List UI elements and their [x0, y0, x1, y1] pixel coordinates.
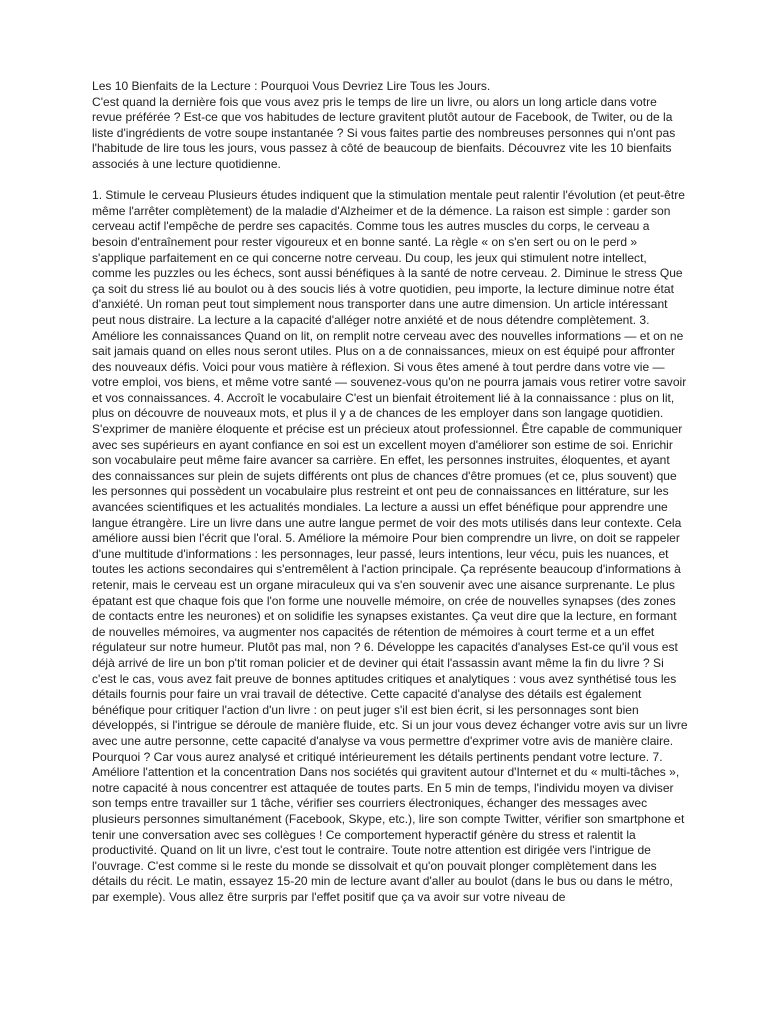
intro-paragraph: C'est quand la dernière fois que vous avez pris le temps de lire un livre, ou alors un long article dans votre revue préférée ? Est-ce que vos habitudes de lecture gravitent plutôt autour de Facebook, de Twiter, ou de la liste d'ingrédients de votre soupe instantanée ? Si vous faites partie des nombreuses personnes qui n'ont pas l'habitude de lire tous les jours, vous passez à côté de beaucoup de bienfaits. Découvrez vite les 10 bienfaits associés à une lecture quotidienne. [92, 94, 676, 171]
body-paragraph: 1. Stimule le cerveau Plusieurs études indiquent que la stimulation mentale peut ralentir l'évolution (et peut-être même l'arrêter complètement) de la maladie d'Alzheimer et de la démence. La raison est simple : garder son cerveau actif l'empêche de perdre ses capacités. Comme tous les autres muscles du corps, le cerveau a besoin d'entraînement pour rester vigoureux et en bonne santé. La règle « on s'en sert ou on le perd » s'applique parfaitement en ce qui concerne notre cerveau. Du coup, les jeux qui stimulent notre intellect, comme les puzzles ou les échecs, sont aussi bénéfiques à la santé de notre cerveau. 2. Diminue le stress Que ça soit du stress lié au boulot ou à des soucis liés à votre quotidien, peu importe, la lecture diminue notre état d'anxiété. Un roman peut tout simplement nous transporter dans une autre dimension. Un article intéressant peut nous distraire. La lecture a la capacité d'alléger notre anxiété et de nous détendre complètement. 3. Améliore les connaissances Quand on lit, on remplit notre cerveau avec des nouvelles informations — et on ne sait jamais quand on elles nous seront utiles. Plus on a de connaissances, mieux on est équipé pour affronter des nouveaux défis. Voici pour vous matière à réflexion. Si vous êtes amené à tout perdre dans votre vie — votre emploi, vos biens, et même votre santé — souvenez-vous qu'on ne pourra jamais vous retirer votre savoir et vos connaissances. 4. Accroît le vocabulaire C'est un bienfait étroitement lié à la connaissance : plus on lit, plus on découvre de nouveaux mots, et plus il y a de chances de les employer dans son langage quotidien. S'exprimer de manière éloquente et précise est un précieux atout professionnel. Être capable de communiquer avec ses supérieurs en ayant confiance en soi est un excellent moyen d'améliorer son estime de soi. Enrichir son vocabulaire peut même faire avancer sa carrière. En effet, les personnes instruites, éloquentes, et ayant des connaissances sur plein de sujets différents ont plus de chances d'être promues (et ce, plus souvent) que les personnes qui possèdent un vocabulaire plus restreint et ont peu de connaissances en littérature, sur les avancées scientifiques et les actualités mondiales. La lecture a aussi un effet bénéfique pour apprendre une langue étrangère. Lire un livre dans une autre langue permet de voir des mots utilisés dans leur contexte. Cela améliore aussi bien l'écrit que l'oral. 5. Améliore la mémoire Pour bien comprendre un livre, on doit se rappeler d'une multitude d'informations : les personnages, leur passé, leurs intentions, leur vécu, puis les nuances, et toutes les actions secondaires qui s'entremêlent à l'action principale. Ça représente beaucoup d'informations à retenir, mais le cerveau est un organe miraculeux qui va s'en souvenir avec une aisance surprenante. Le plus épatant est que chaque fois que l'on forme une nouvelle mémoire, on crée de nouvelles synapses (des zones de contacts entre les neurones) et on solidifie les synapses existantes. Ça veut dire que la lecture, en formant de nouvelles mémoires, va augmenter nos capacités de rétention de mémoires à court terme et a un effet régulateur sur notre humeur. Plutôt pas mal, non ? 6. Développe les capacités d'analyses Est-ce qu'il vous est déjà arrivé de lire un bon p'tit roman policier et de deviner qui était l'assassin avant même la fin du livre ? Si c'est le cas, vous avez fait preuve de bonnes aptitudes critiques et analytiques : vous avez synthétisé tous les détails fournis pour faire un vrai travail de détective. Cette capacité d'analyse des détails est également bénéfique pour critiquer l'action d'un livre : on peut juger s'il est bien écrit, si les personnages sont bien développés, si l'intrigue se déroule de manière fluide, etc. Si un jour vous devez échanger votre avis sur un livre avec une autre personne, cette capacité d'analyse va vous permettre d'exprimer votre avis de manière claire. Pourquoi ? Car vous aurez analysé et critiqué intérieurement les détails pertinents pendant votre lecture. 7. Améliore l'attention et la concentration Dans nos sociétés qui gravitent autour d'Internet et du « multi-tâches », notre capacité à nous concentrer est attaquée de toutes parts. En 5 min de temps, l'individu moyen va diviser son temps entre travailler sur 1 tâche, vérifier ses courriers électroniques, échanger des messages avec plusieurs personnes simultanément (Facebook, Skype, etc.), lire son compte Twitter, vérifier son smartphone et tenir une conversation avec ses collègues ! Ce comportement hyperactif génère du stress et ralentit la productivité. Quand on lit un livre, c'est tout le contraire. Toute notre attention est dirigée vers l'intrigue de l'ouvrage. C'est comme si le reste du monde se dissolvait et qu'on pouvait plonger complètement dans les détails du récit. Le matin, essayez 15-20 min de lecture avant d'aller au boulot (dans le bus ou dans le métro, par exemple). Vous allez être surpris par l'effet positif que ça va avoir sur votre niveau de [92, 188, 688, 904]
document-title: Les 10 Bienfaits de la Lecture : Pourquoi Vous Devriez Lire Tous les Jours. [92, 79, 491, 93]
document-page [92, 79, 688, 905]
paragraph-spacer [92, 173, 688, 189]
